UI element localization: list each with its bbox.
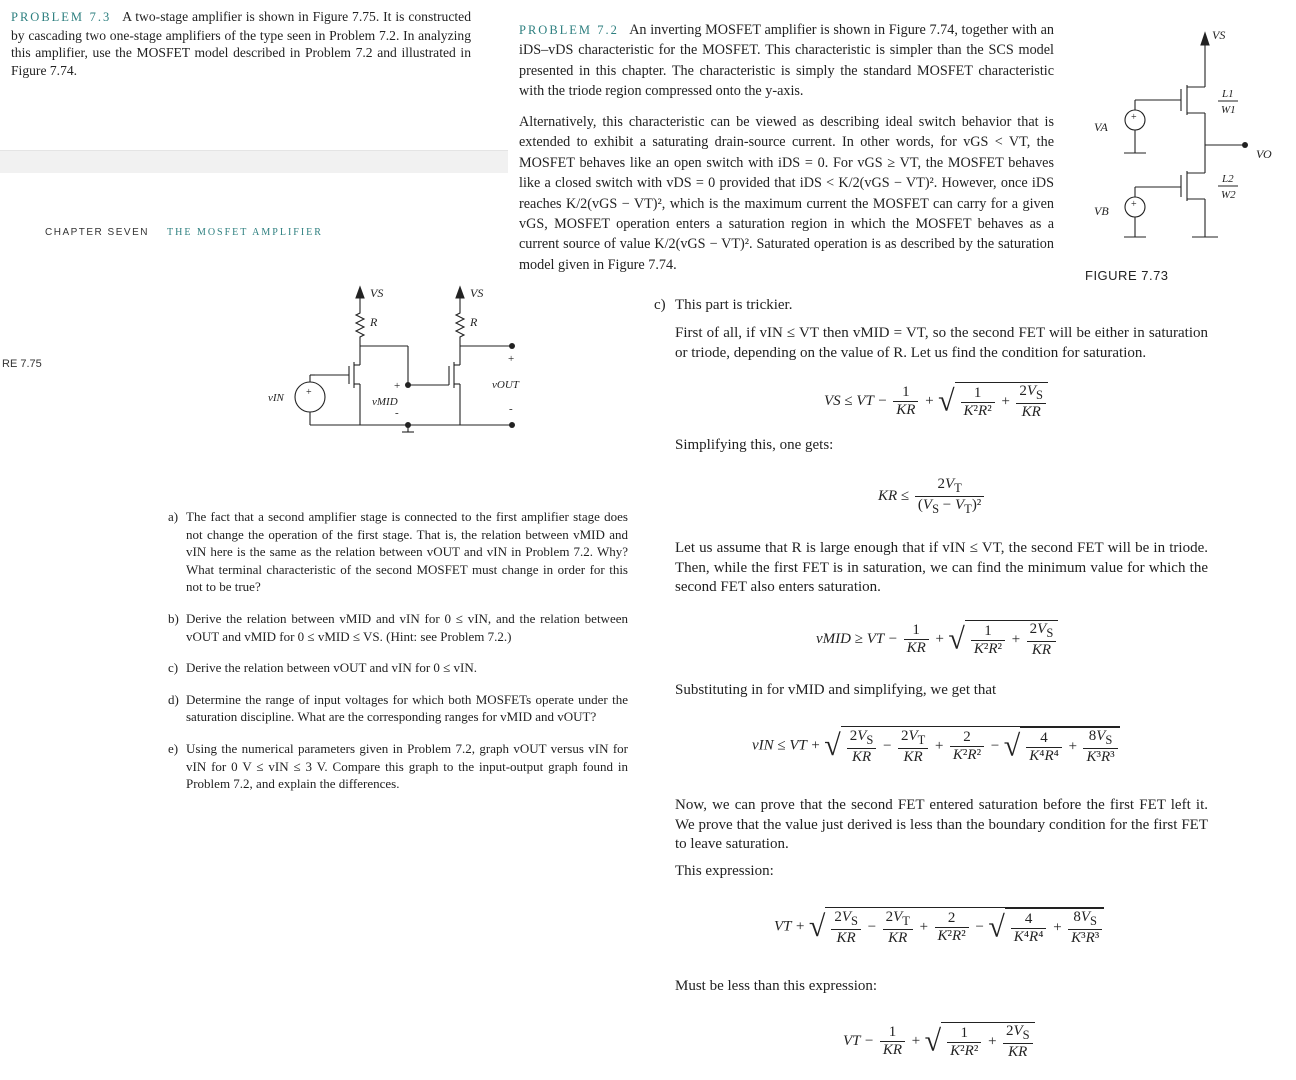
fig73-w1: W1 (1221, 104, 1236, 116)
solution-paragraph-5: Now, we can prove that the second FET entered saturation before the first FET left it. We prove that the value just derived is less than the boundary condition for the first FET to leave saturation. (675, 797, 1208, 853)
solution-heading: This part is trickier. (675, 297, 793, 313)
fig75-mid-minus: - (395, 407, 399, 419)
fig75-out-plus: + (508, 353, 515, 365)
solution-paragraph-2: Simplifying this, one gets: (675, 437, 834, 453)
problem-7-2-label: PROBLEM 7.2 (519, 23, 619, 37)
question-d: d) Determine the range of input voltages for which both MOSFETs operate under the saturation discipline. What are the corresponding ranges for vMID and vOUT? (168, 691, 628, 725)
equation-6: VT − $\frac{1}{KR}$ + √ $\frac{1}{\text{K²R²}}$ + $\frac{2V_S}{KR}$ (843, 1022, 1035, 1061)
problem-7-2-para2: Alternatively, this characteristic can be viewed as describing ideal switch behavior that is extended to exhibit a saturating drain-source current. In other words, for vGS < VT, the MOSFET behaves like an open switch with iDS = 0. For vGS ≥ VT, the MOSFET behaves like a closed switch with vDS = 0 provided that iDS < K/2(vGS − VT)². However, once iDS reaches K/2(vGS − VT)², which is the maximum current the MOSFET can carry for a given vGS, MOSFET operation enters a saturation region in which the MOSFET behaves as a current source of value K/2(vGS − VT)². Saturated operation is as described by the saturation model given in Figure 7.74. (519, 114, 1054, 273)
fig75-out-minus: - (509, 403, 513, 415)
problem-7-3-panel (0, 0, 508, 150)
problem-7-3-text (11, 8, 471, 79)
vb-source-plus: + (1131, 199, 1137, 210)
fig73-vs: VS (1212, 28, 1226, 42)
figure-7-75-circuit (260, 280, 530, 440)
solution-part-label: c) (654, 297, 666, 313)
solution-paragraph-3: Let us assume that R is large enough that if vIN ≤ VT, the second FET will be in triode. Then, while the first FET is in saturation, we can find the minimum value for which the second FET also enters saturation. (675, 540, 1208, 596)
fig73-l1: L1 (1222, 88, 1234, 100)
question-c: c) Derive the relation between vOUT and vIN for 0 ≤ vIN. (168, 660, 477, 676)
solution-paragraph-6: This expression: (675, 863, 774, 879)
vin-source-plus: + (306, 387, 312, 398)
va-source-plus: + (1131, 112, 1137, 123)
fig75-r2: R (470, 315, 478, 329)
problem-7-3-label: PROBLEM 7.3 (11, 10, 112, 24)
equation-4: vIN ≤ VT + √ $\frac{2V_S}{KR}$ − $\frac{2V_T}{KR}$ + $\frac{2}{\text{K²R²}}$ − √ $\frac{4}{\text{K⁴R⁴}}$ + $\frac{8V_S}{\text{K³R³}}$ (752, 726, 1120, 766)
fig73-vb: VB (1094, 204, 1109, 218)
fig75-vin: vIN (268, 392, 284, 404)
solution-paragraph-7: Must be less than this expression: (675, 978, 878, 994)
fig75-mid-plus: + (394, 380, 401, 392)
problem-7-2-para1: PROBLEM 7.2 An inverting MOSFET amplifier is shown in Figure 7.74, together with an iDS–vDS characteristic for the MOSFET. This characteristic is simpler than the SCS model presented in this chapter. The characteristic is simply the standard MOSFET characteristic with the triode region compressed onto the y-axis. (519, 22, 1054, 100)
fig75-vs1: VS (370, 286, 384, 300)
question-e: e) Using the numerical parameters given in Problem 7.2, graph vOUT versus vIN for vIN for 0 V ≤ vIN ≤ 3 V. Compare this graph to the input-output graph found in Problem 7.2, and explain the differences. (168, 740, 628, 792)
equation-5: VT + √ $\frac{2V_S}{KR}$ − $\frac{2V_T}{KR}$ + $\frac{2}{\text{K²R²}}$ − √ $\frac{4}{\text{K⁴R⁴}}$ + $\frac{8V_S}{\text{K³R³}}$ (774, 907, 1104, 947)
fig73-vo: VO (1256, 147, 1272, 161)
question-list (168, 508, 628, 807)
question-a: a) The fact that a second amplifier stage is connected to the first amplifier stage does not change the operation of the first stage. That is, the relation between vMID and vIN here is the same as the relation between vOUT and vIN in Problem 7.2. Why? What terminal characteristic of the second MOSFET must change in order for this not to be true? (168, 509, 628, 595)
figure-7-73-caption: FIGURE 7.73 (1085, 268, 1169, 283)
problem-7-3-intro: A two-stage amplifier is shown in Figure 7.75. It is constructed by cascading two one-stage amplifiers of the type seen in Problem 7.2. In analyzing this amplifier, use the MOSFET model described in Problem 7.2 and illustrated in Figure 7.74. (11, 9, 471, 78)
fig73-va: VA (1094, 120, 1108, 134)
fig75-vout: vOUT (492, 379, 519, 391)
chapter-title: THE MOSFET AMPLIFIER (167, 227, 323, 238)
equation-2: KR ≤ $\frac{2V_T}{(V_S - V_T)^2}$ (878, 476, 986, 517)
page-gap-band (0, 150, 508, 173)
chapter-number: CHAPTER SEVEN (45, 227, 149, 238)
equation-3: vMID ≥ VT − $\frac{1}{KR}$ + √ $\frac{1}{\text{K²R²}}$ + $\frac{2V_S}{KR}$ (816, 620, 1058, 659)
equation-1: VS ≤ VT − $\frac{1}{KR}$ + √ $\frac{1}{\text{K²R²}}$ + $\frac{2V_S}{KR}$ (824, 382, 1048, 421)
fig75-vmid: vMID (372, 396, 398, 408)
figure-7-73-circuit (1080, 15, 1290, 265)
solution-paragraph-1: First of all, if vIN ≤ VT then vMID = VT, so the second FET will be either in saturation or triode, depending on the value of R. Let us find the condition for saturation. (675, 325, 1208, 361)
fig75-r1: R (370, 315, 378, 329)
fig75-vs2: VS (470, 286, 484, 300)
figure-7-75-caption: RE 7.75 (2, 358, 42, 370)
question-b: b) Derive the relation between vMID and vIN for 0 ≤ vIN, and the relation between vOUT and vMID for 0 ≤ vMID ≤ VS. (Hint: see Problem 7.2.) (168, 610, 628, 644)
fig73-w2: W2 (1221, 189, 1236, 201)
solution-paragraph-4: Substituting in for vMID and simplifying, we get that (675, 682, 997, 698)
fig73-l2: L2 (1222, 173, 1234, 185)
